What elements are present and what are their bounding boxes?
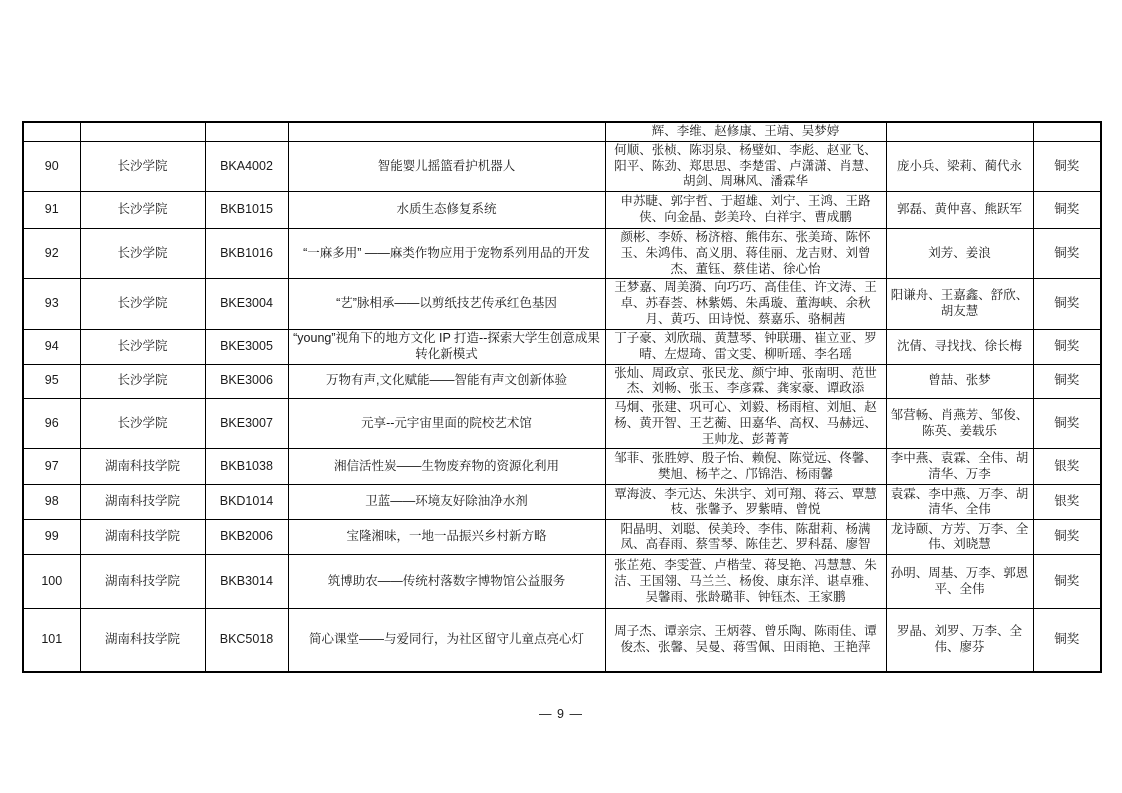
cell-code: BKE3005 — [205, 329, 288, 364]
table-row — [23, 122, 1101, 141]
cell-school: 长沙学院 — [80, 279, 205, 329]
cell-members: 马炯、张建、巩可心、刘毅、杨雨楦、刘旭、赵杨、黄开智、王艺蘅、田嘉华、高权、马赫远、王帅龙、彭菁菁 — [605, 399, 886, 449]
cell-advisors: 罗晶、刘罗、万李、全伟、廖芬 — [886, 609, 1033, 672]
cell-no: 100 — [23, 555, 80, 609]
cell-school: 湖南科技学院 — [80, 609, 205, 672]
cell-advisors: 邹营畅、肖燕芳、邹俊、陈英、姜载乐 — [886, 399, 1033, 449]
cell-no: 92 — [23, 229, 80, 279]
cell-code: BKE3004 — [205, 279, 288, 329]
cell-title: 筑博助农——传统村落数字博物馆公益服务 — [288, 555, 605, 609]
cell-award: 银奖 — [1033, 449, 1101, 485]
cell-award: 铜奖 — [1033, 364, 1101, 399]
table-row — [23, 449, 1101, 485]
cell-members: 颜彬、李娇、杨济榕、熊伟东、张美琦、陈怀玉、朱鸿伟、高义朋、蒋佳丽、龙吉财、刘曾杰、董钰、蔡佳诺、徐心怡 — [605, 229, 886, 279]
cell-members: 张灿、周政京、张民龙、颜宁坤、张南明、范世杰、刘畅、张玉、李彦霖、龚家豪、谭政添 — [605, 364, 886, 399]
cell-code: BKE3007 — [205, 399, 288, 449]
cell-members: 周子杰、谭亲宗、王炳蓉、曾乐陶、陈雨佳、谭俊杰、张馨、吴曼、蒋雪佩、田雨艳、王艳萍 — [605, 609, 886, 672]
cell-title: 元享--元宇宙里面的院校艺术馆 — [288, 399, 605, 449]
cell-award: 铜奖 — [1033, 520, 1101, 555]
cell-title: “一麻多用” ——麻类作物应用于宠物系列用品的开发 — [288, 229, 605, 279]
cell-no: 90 — [23, 141, 80, 191]
cell-code: BKB3014 — [205, 555, 288, 609]
cell-no: 94 — [23, 329, 80, 364]
page-number: — 9 — — [539, 707, 583, 721]
cell-title: 卫蓝——环境友好除油净水剂 — [288, 485, 605, 520]
cell-no: 101 — [23, 609, 80, 672]
table-row — [23, 555, 1101, 609]
cell-code: BKB1016 — [205, 229, 288, 279]
cell-award: 铜奖 — [1033, 279, 1101, 329]
cell-title: 宝隆湘味，一地一品振兴乡村新方略 — [288, 520, 605, 555]
cell-school: 长沙学院 — [80, 192, 205, 229]
cell-members: 辉、李维、赵修康、王靖、吴梦婷 — [605, 122, 886, 141]
cell-no: 91 — [23, 192, 80, 229]
table-row — [23, 364, 1101, 399]
cell-award: 铜奖 — [1033, 229, 1101, 279]
cell-school: 长沙学院 — [80, 229, 205, 279]
table-row — [23, 520, 1101, 555]
table-row — [23, 279, 1101, 329]
awards-table — [22, 121, 1102, 673]
cell-school: 长沙学院 — [80, 141, 205, 191]
cell-members: 阳晶明、刘聪、侯美玲、李伟、陈甜莉、杨满凤、高春雨、蔡雪琴、陈佳艺、罗科磊、廖智 — [605, 520, 886, 555]
cell-award: 银奖 — [1033, 485, 1101, 520]
cell-title: “young”视角下的地方文化 IP 打造--探索大学生创意成果转化新模式 — [288, 329, 605, 364]
cell-members: 张芷苑、李雯萱、卢楷莹、蒋旻艳、冯慧慧、朱洁、王国翎、马兰兰、杨俊、康东洋、谌卓雅、吴馨雨、张龄璐菲、钟钰杰、王家鹏 — [605, 555, 886, 609]
cell-award: 铜奖 — [1033, 192, 1101, 229]
cell-members: 申苏睫、郭宇哲、于超雄、刘宁、王鸿、王路侠、向金晶、彭美玲、白祥宇、曹成鹏 — [605, 192, 886, 229]
cell-code: BKB1038 — [205, 449, 288, 485]
cell-no: 97 — [23, 449, 80, 485]
cell-no: 96 — [23, 399, 80, 449]
cell-award: 铜奖 — [1033, 399, 1101, 449]
table-row — [23, 329, 1101, 364]
cell-advisors: 沈倩、寻找找、徐长梅 — [886, 329, 1033, 364]
cell-advisors: 孙明、周基、万李、郭恩平、全伟 — [886, 555, 1033, 609]
cell-code: BKB2006 — [205, 520, 288, 555]
cell-advisors: 袁霖、李中燕、万李、胡清华、全伟 — [886, 485, 1033, 520]
cell-title: 水质生态修复系统 — [288, 192, 605, 229]
cell-members: 王梦嘉、周美漪、向巧巧、高佳佳、许文涛、王卓、苏春荟、林紫嫣、朱禹璇、董海峡、余秋月、黄巧、田诗悦、蔡嘉乐、骆桐茜 — [605, 279, 886, 329]
cell-no: 99 — [23, 520, 80, 555]
cell-code: BKE3006 — [205, 364, 288, 399]
cell-award: 铜奖 — [1033, 609, 1101, 672]
cell-code — [205, 122, 288, 141]
table-row — [23, 229, 1101, 279]
cell-title: 简心课堂——与爱同行，为社区留守儿童点亮心灯 — [288, 609, 605, 672]
cell-school: 湖南科技学院 — [80, 485, 205, 520]
cell-code: BKB1015 — [205, 192, 288, 229]
cell-code: BKC5018 — [205, 609, 288, 672]
cell-school: 长沙学院 — [80, 329, 205, 364]
cell-advisors: 刘芳、姜浪 — [886, 229, 1033, 279]
table-row — [23, 609, 1101, 672]
cell-school: 湖南科技学院 — [80, 555, 205, 609]
cell-title — [288, 122, 605, 141]
cell-advisors: 庞小兵、梁莉、蔺代永 — [886, 141, 1033, 191]
cell-award: 铜奖 — [1033, 329, 1101, 364]
cell-school: 湖南科技学院 — [80, 449, 205, 485]
cell-school: 长沙学院 — [80, 399, 205, 449]
cell-award: 铜奖 — [1033, 555, 1101, 609]
cell-code: BKA4002 — [205, 141, 288, 191]
cell-school: 长沙学院 — [80, 364, 205, 399]
cell-no — [23, 122, 80, 141]
cell-title: 智能婴儿摇篮看护机器人 — [288, 141, 605, 191]
cell-advisors — [886, 122, 1033, 141]
cell-advisors: 郭磊、黄仲喜、熊跃军 — [886, 192, 1033, 229]
table-row — [23, 485, 1101, 520]
cell-members: 何顺、张桢、陈羽泉、杨璧如、李彪、赵亚飞、阳平、陈劲、郑思思、李楚雷、卢潇潇、肖慧、胡剑、周琳风、潘霖华 — [605, 141, 886, 191]
cell-members: 丁子豪、刘欣瑞、黄慧琴、钟联珊、崔立亚、罗晴、左煜琦、雷文雯、柳昕瑶、李名瑶 — [605, 329, 886, 364]
table-row — [23, 399, 1101, 449]
cell-no: 93 — [23, 279, 80, 329]
cell-school: 湖南科技学院 — [80, 520, 205, 555]
cell-award — [1033, 122, 1101, 141]
table-row — [23, 192, 1101, 229]
cell-school — [80, 122, 205, 141]
cell-advisors: 曾喆、张梦 — [886, 364, 1033, 399]
cell-members: 邹菲、张胜婷、殷子怡、赖倪、陈觉远、佟馨、樊旭、杨芊之、邝锦浩、杨雨馨 — [605, 449, 886, 485]
cell-title: 万物有声,文化赋能——智能有声文创新体验 — [288, 364, 605, 399]
cell-advisors: 龙诗颐、方芳、万李、全伟、刘晓慧 — [886, 520, 1033, 555]
cell-members: 覃海波、李元达、朱洪宇、刘可翔、蒋云、覃慧枝、张馨予、罗紫晴、曾悦 — [605, 485, 886, 520]
cell-no: 98 — [23, 485, 80, 520]
cell-title: “艺”脉相承——以剪纸技艺传承红色基因 — [288, 279, 605, 329]
cell-advisors: 李中燕、袁霖、全伟、胡清华、万李 — [886, 449, 1033, 485]
table-row — [23, 141, 1101, 191]
cell-code: BKD1014 — [205, 485, 288, 520]
cell-title: 湘信活性炭——生物废弃物的资源化利用 — [288, 449, 605, 485]
cell-award: 铜奖 — [1033, 141, 1101, 191]
cell-no: 95 — [23, 364, 80, 399]
cell-advisors: 阳谦舟、王嘉鑫、舒欣、胡友慧 — [886, 279, 1033, 329]
